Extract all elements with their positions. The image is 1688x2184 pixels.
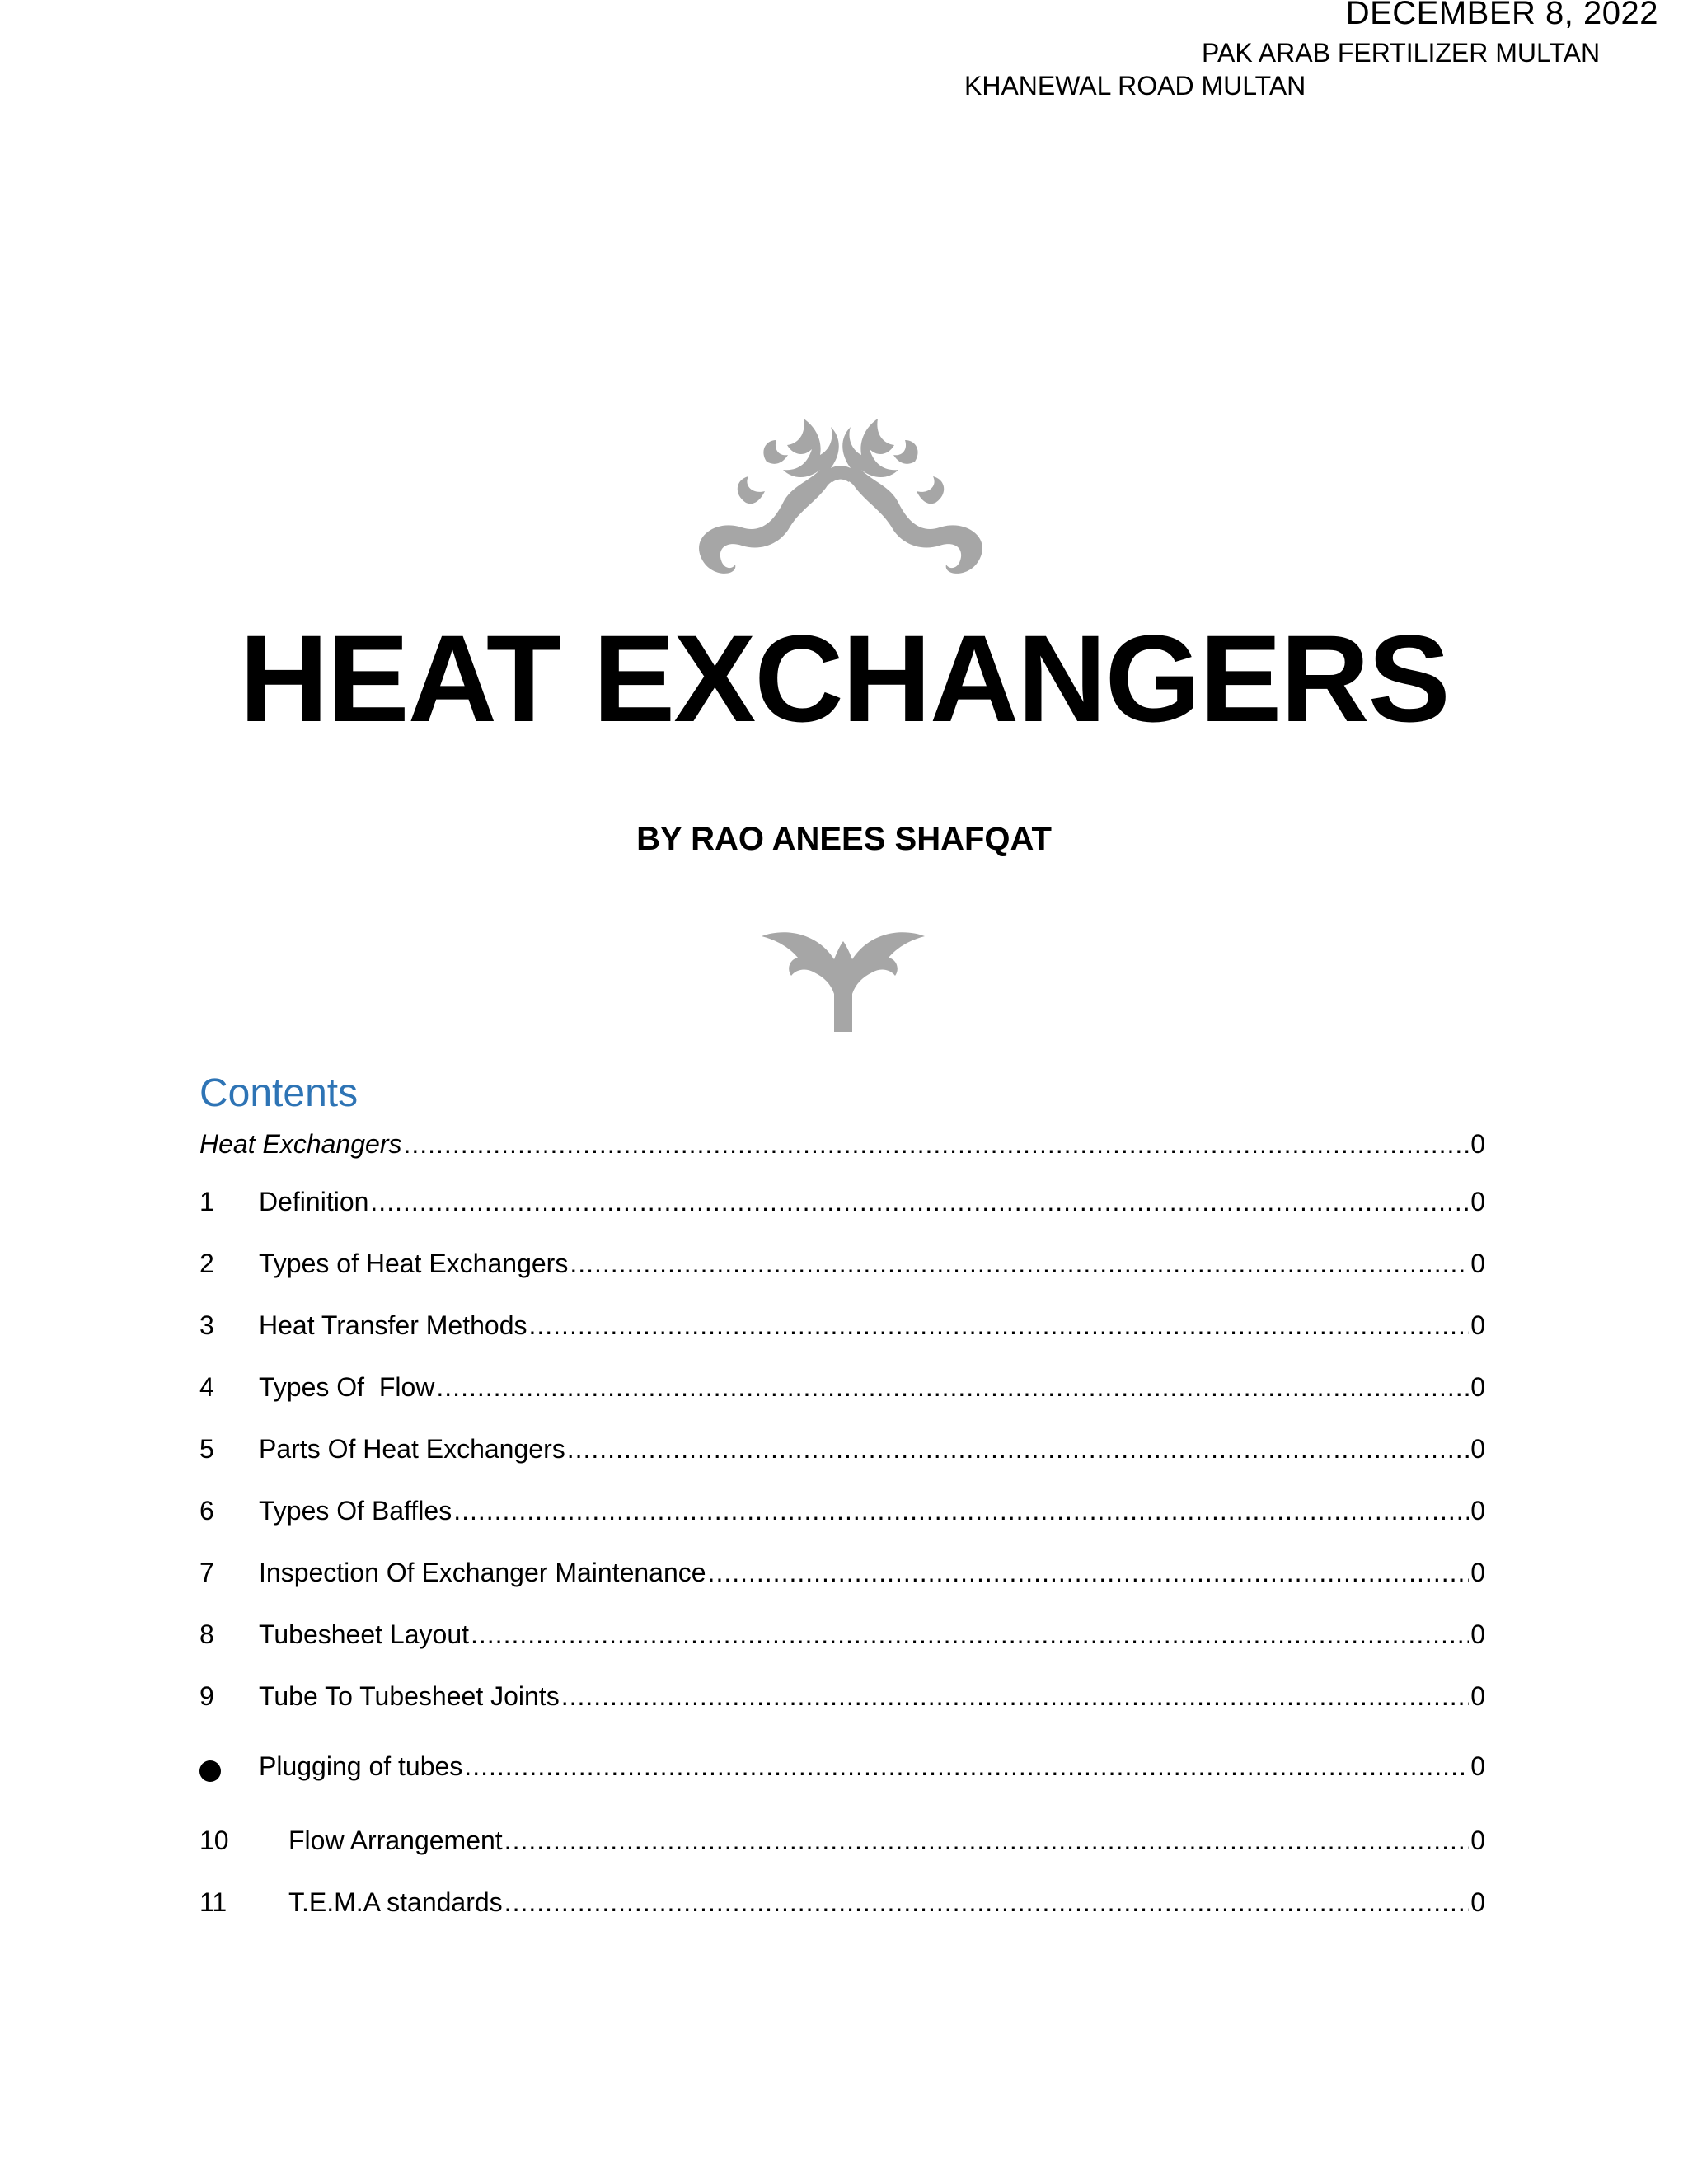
- toc-entry-number: 9: [199, 1680, 214, 1711]
- toc-entry-number: 4: [199, 1371, 214, 1402]
- toc-leader-dots: [370, 1185, 1469, 1218]
- toc-entry-page: 0: [1470, 1248, 1485, 1278]
- table-of-contents: [199, 1070, 1485, 1947]
- toc-leader-dots: [436, 1371, 1469, 1404]
- toc-entry[interactable]: [199, 1494, 1485, 1556]
- toc-entry-page: 0: [1470, 1433, 1485, 1464]
- floral-ornament-bottom-icon: [758, 926, 928, 1035]
- toc-entry-number: 8: [199, 1619, 214, 1649]
- toc-leader-dots: [561, 1680, 1470, 1713]
- toc-entry-label: Plugging of tubes: [259, 1750, 463, 1781]
- toc-entry-page: 0: [1470, 1371, 1485, 1402]
- document-title: HEAT EXCHANGERS: [239, 609, 1449, 748]
- toc-leader-dots: [504, 1886, 1470, 1919]
- toc-leader-dots: [570, 1247, 1469, 1280]
- toc-entry-label: Types Of Baffles: [259, 1495, 452, 1526]
- toc-entry-label: Inspection Of Exchanger Maintenance: [259, 1557, 706, 1587]
- toc-entry-label: Parts Of Heat Exchangers: [259, 1433, 565, 1464]
- toc-entry[interactable]: [199, 1185, 1485, 1247]
- toc-heading: Contents: [199, 1071, 359, 1115]
- toc-entry[interactable]: [199, 1247, 1485, 1309]
- toc-leader-dots: [471, 1618, 1469, 1651]
- toc-entry-number: 1: [199, 1186, 214, 1216]
- toc-leader-dots: [504, 1824, 1470, 1857]
- toc-entry-page: 0: [1470, 1886, 1485, 1917]
- toc-entry[interactable]: [199, 1309, 1485, 1371]
- toc-entry-page: 0: [1470, 1619, 1485, 1649]
- toc-entry-page: 0: [1470, 1680, 1485, 1711]
- author-byline: BY RAO ANEES SHAFQAT: [636, 821, 1052, 857]
- toc-entry-label: Heat Exchangers: [199, 1128, 402, 1159]
- toc-entry-label: Types of Heat Exchangers: [259, 1248, 569, 1278]
- floral-ornament-top-icon: [684, 404, 997, 585]
- toc-leader-dots: [464, 1750, 1469, 1783]
- toc-entry[interactable]: [199, 1824, 1485, 1886]
- toc-leader-dots: [453, 1494, 1469, 1527]
- toc-entry[interactable]: [199, 1371, 1485, 1432]
- toc-entry-label: Flow Arrangement: [288, 1825, 503, 1855]
- toc-entry-page: 0: [1470, 1186, 1485, 1216]
- header-address: KHANEWAL ROAD MULTAN: [964, 71, 1306, 101]
- toc-entry[interactable]: [199, 1886, 1485, 1947]
- header-company: PAK ARAB FERTILIZER MULTAN: [1202, 38, 1601, 68]
- toc-entry[interactable]: [199, 1680, 1485, 1741]
- toc-entry-number: 5: [199, 1433, 214, 1464]
- toc-entry-label: Tubesheet Layout: [259, 1619, 469, 1649]
- toc-entry-bullet: [199, 1750, 259, 1783]
- toc-entry-page: 0: [1470, 1128, 1485, 1159]
- toc-entry-page: 0: [1470, 1750, 1485, 1781]
- toc-leader-dots: [403, 1127, 1469, 1160]
- toc-leader-dots: [567, 1432, 1469, 1465]
- toc-entry-number: 3: [199, 1310, 214, 1340]
- toc-entry-label: Types Of Flow: [259, 1371, 435, 1402]
- toc-entry[interactable]: [199, 1618, 1485, 1680]
- toc-leader-dots: [708, 1556, 1470, 1589]
- header-date: DECEMBER 8, 2022: [1345, 0, 1658, 31]
- toc-entry-number: 10: [199, 1825, 229, 1855]
- toc-entry-label: Tube To Tubesheet Joints: [259, 1680, 560, 1711]
- toc-leader-dots: [528, 1309, 1469, 1342]
- toc-entry-number: 7: [199, 1557, 214, 1587]
- toc-entry[interactable]: [199, 1750, 1485, 1824]
- bullet-dot-icon: [199, 1760, 221, 1782]
- toc-entry[interactable]: [199, 1556, 1485, 1618]
- toc-entry-page: 0: [1470, 1825, 1485, 1855]
- toc-entry-label: Heat Transfer Methods: [259, 1310, 528, 1340]
- toc-entry-number: 6: [199, 1495, 214, 1526]
- toc-entry[interactable]: [199, 1127, 1485, 1185]
- toc-entry-page: 0: [1470, 1310, 1485, 1340]
- toc-entry-page: 0: [1470, 1495, 1485, 1526]
- toc-entry-number: 11: [199, 1886, 227, 1917]
- toc-entry-label: Definition: [259, 1186, 369, 1216]
- toc-entry-number: 2: [199, 1248, 214, 1278]
- toc-entry-page: 0: [1470, 1557, 1485, 1587]
- toc-entry-label: T.E.M.A standards: [288, 1886, 503, 1917]
- toc-entry[interactable]: [199, 1432, 1485, 1494]
